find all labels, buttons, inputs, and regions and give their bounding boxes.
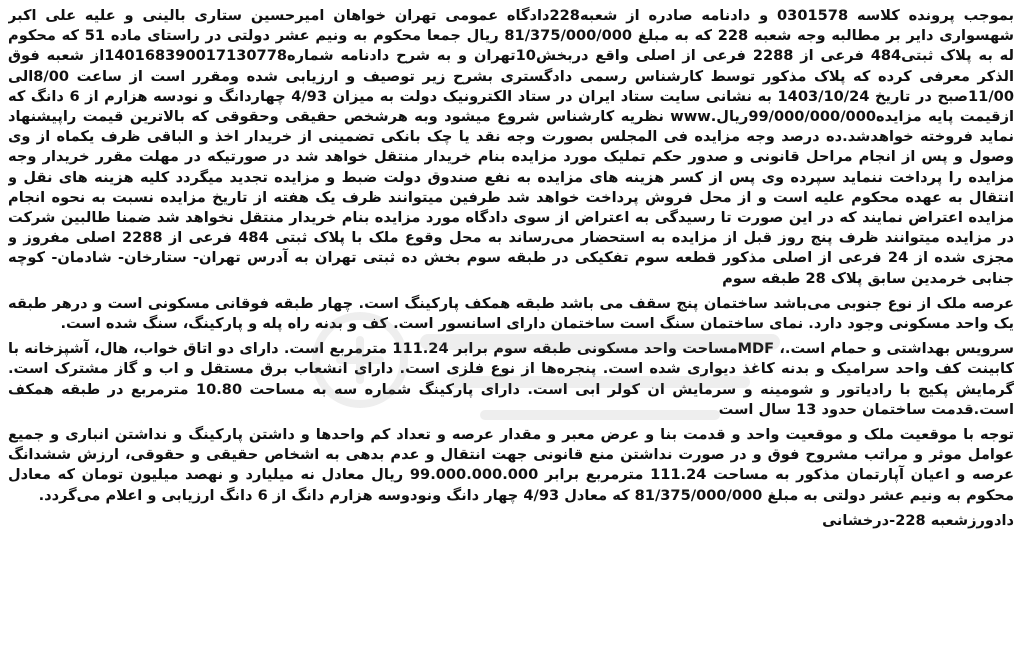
notice-paragraph-unit-details: سرویس بهداشتی و حمام است.، MDFمساحت واحد مسکونی طبقه سوم برابر 111.24 مترمربع است. دارای دو اتاق خواب، هال، آشپزخانه با کابینت کف واحد سرامیک و بدنه کاغذ دیواری شده است. پنجره‌ها از نوع فلزی است. دارای انشعاب برق مستقل و اب و گاز مشترک است. گرمایش پکیج با رادیاتور و شومینه و سرمایش ان کولر ابی است. دارای پارکینگ شماره سه به مساحت 10.80 مترمربع در طبقه همکف است.قدمت ساختمان حدود 13 سال است	[8, 340, 1014, 418]
notice-paragraph-case-details: بموجب پرونده کلاسه 0301578 و دادنامه صادره از شعبه228دادگاه عمومی تهران خواهان امیرحسین ستاری بالینی و علیه علی اکبر شهسواری دایر بر مطالبه وجه شعبه 228 که به مبلغ 81/375/000/000 ریال جمعا محکوم به ونیم عشر دولتی در راستای ماده 51 که محکوم له به پلاک ثبتی484 فرعی از 2288 فرعی از اصلی واقع دربخش10تهران و به شرح دادنامه شماره140168390017130778از شعبه فوق الذکر معرفی کرده که پلاک مذکور توسط کارشناس رسمی دادگستری بشرح زیر توصیف و ارزیابی شده ومقرر است از ساعت 8/00الی 11/00صبح در تاریخ 1403/10/24 به نشانی سایت ستاد ایران در ستاد الکترونیک دولت به میزان 4/93 چهاردانگ و نودسه هزارم از 6 دانگ که ازقیمت پایه مزایده99/000/000/000ریال.www نظریه کارشناس شروع میشود وبه هرشخص حقیقی وحقوقی که بالاترین قیمت راپیشنهاد نماید فروخته خواهدشد.ده درصد وجه مزایده فی المجلس بصورت وجه نقد یا چک بانکی تضمینی از خریدار اخذ و الباقی ظرف یکماه از وی وصول و پس از انجام مراحل قانونی و صدور حکم تملیک مورد مزایده بنام خریدار منتقل خواهد شد در صورتیکه در مهلت مقرر خریدار وجه مزایده را پرداخت ننماید سپرده وی پس از کسر هزینه های مزایده به نفع صندوق دولت ضبط و مزایده تجدید میگردد کلیه هزینه های نقل و انتقال به عهده محکوم علیه است و از محل فروش پرداخت خواهد شد طرفین میتوانند ظرف یک هفته از تاریخ مزایده نسبت به نحوه انجام مزایده اعتراض نمایند که در این صورت تا رسیدگی به اعتراض از سوی دادگاه مورد مزایده بنام خریدار منتقل نخواهد شد ضمنا طالبین شرکت در مزایده میتوانند ظرف پنج روز قبل از مزایده به استحضار می‌رساند به محل وقوع ملک با پلاک ثبتی 484 فرعی از 2288 اصلی مفروز و مجزی شده از 24 فرعی از اصلی مذکور قطعه سوم تفکیکی در طبقه سوم بخش ده ثبتی تهران به آدرس تهران- ستارخان- شادمان- کوچه جنابی خرمدین سابق پلاک 28 طبقه سوم	[8, 7, 1014, 287]
notice-paragraph-building-description: عرصه ملک از نوع جنوبی می‌باشد ساختمان پنج سقف می باشد طبقه همکف پارکینگ است. چهار طبقه فوقانی مسکونی است و درهر طبقه یک واحد مسکونی وجود دارد. نمای ساختمان سنگ است ساختمان دارای اسانسور است. کف و بدنه راه پله و پارکینگ، سنگ شده است.	[8, 294, 1014, 333]
notice-paragraph-valuation: توجه با موقعیت ملک و موقعیت واحد و قدمت بنا و عرض معبر و مقدار عرصه و تعداد کم واحدها و داشتن پارکینگ و نداشتن انباری و جمیع عوامل موثر و مراتب مشروح فوق و در صورت نداشتن منع قانونی جهت انتقال و عدم بدهی به اشخاص حقیقی و حقوقی، ارزش ششدانگ عرصه و اعیان آپارتمان مذکور به مساحت 111.24 مترمربع برابر 99.000.000.000 ریال معادل نه میلیارد و نهصد میلیون تومان که معادل محکوم به ونیم عشر دولتی به مبلغ 81/375/000/000 که معادل 4/93 چهار دانگ ونودوسه هزارم دانگ از 6 دانگ ارزیابی و اعلام می‌گردد.	[8, 426, 1014, 504]
signature-line: دادورزشعبه 228-درخشانی	[822, 511, 1014, 529]
auction-notice-document	[8, 6, 1014, 649]
